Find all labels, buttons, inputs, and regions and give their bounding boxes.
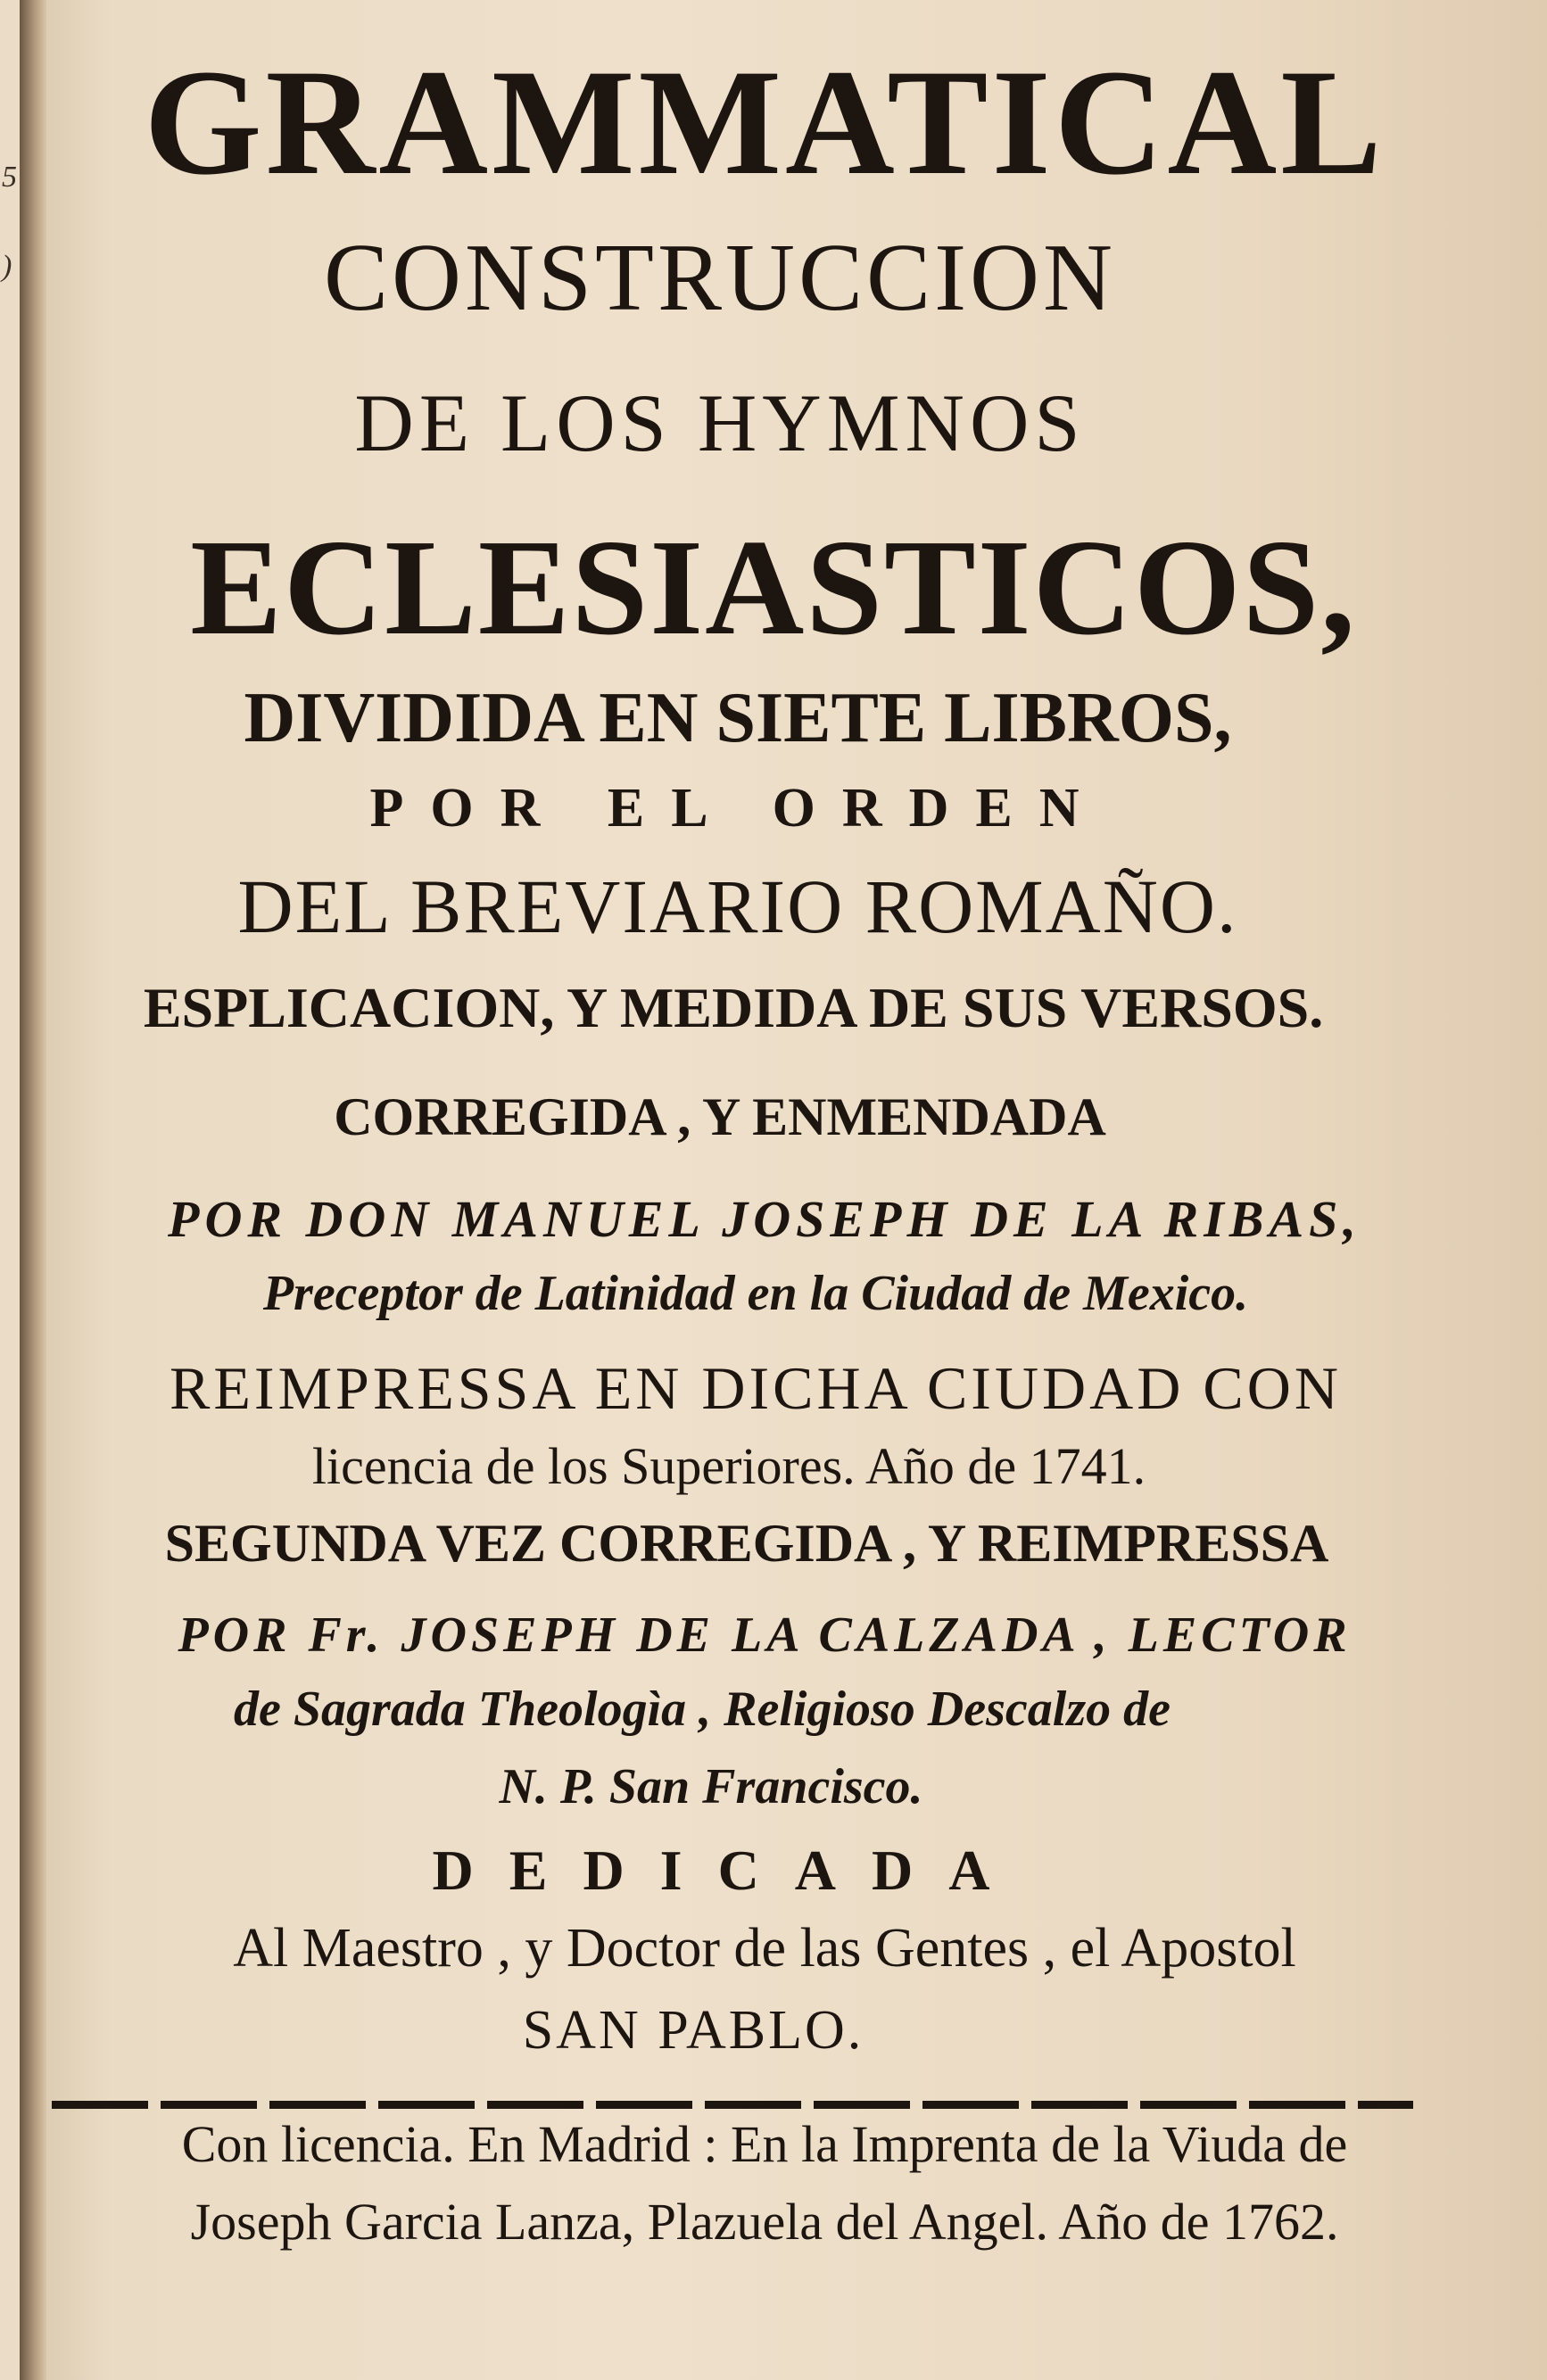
margin-mark: ) [2,250,12,283]
title-line-2: CONSTRUCCION [323,225,1117,331]
title-line-3: DE LOS HYMNOS [354,377,1086,468]
imprint-line-1: Con licencia. En Madrid : En la Imprenta de la Viuda de [181,2115,1348,2173]
dedication-line-1: Al Maestro , y Doctor de las Gentes , el Apostol [233,1918,1296,1979]
author-role-line: Preceptor de Latinidad en la Ciudad de Mexico. [262,1266,1249,1321]
title-line-7: DEL BREVIARIO ROMAÑO. [237,864,1238,949]
margin-mark: 5 [2,161,17,194]
author-line: POR DON MANUEL JOSEPH DE LA RIBAS, [168,1190,1361,1248]
reprint-line-1: REIMPRESSA EN DICHA CIUDAD CON [170,1354,1342,1422]
title-line-5: DIVIDIDA EN SIETE LIBROS, [244,679,1232,757]
editor-order-line: N. P. San Francisco. [499,1759,923,1814]
title-line-9: CORREGIDA , Y ENMENDADA [334,1087,1106,1146]
title-line-1: GRAMMATICAL [144,38,1386,206]
editor-role-line: de Sagrada Theologìa , Religioso Descalzo de [234,1682,1171,1737]
title-line-8: ESPLICACION, Y MEDIDA DE SUS VERSOS. [143,976,1324,1039]
editor-line: POR Fr. JOSEPH DE LA CALZADA , LECTOR [178,1607,1352,1663]
revision-line: SEGUNDA VEZ CORREGIDA , Y REIMPRESSA [164,1514,1329,1573]
ornamental-rule [52,2101,1413,2109]
dedication-line-2: SAN PABLO. [522,2000,864,2061]
title-line-6: POR EL ORDEN [369,778,1106,839]
title-line-4: ECLESIASTICOS, [190,512,1357,664]
imprint-line-2: Joseph Garcia Lanza, Plazuela del Angel. Año de 1762. [190,2193,1339,2251]
reprint-line-2: licencia de los Superiores. Año de 1741. [311,1437,1146,1495]
dedication-heading: DEDICADA [432,1839,1026,1902]
